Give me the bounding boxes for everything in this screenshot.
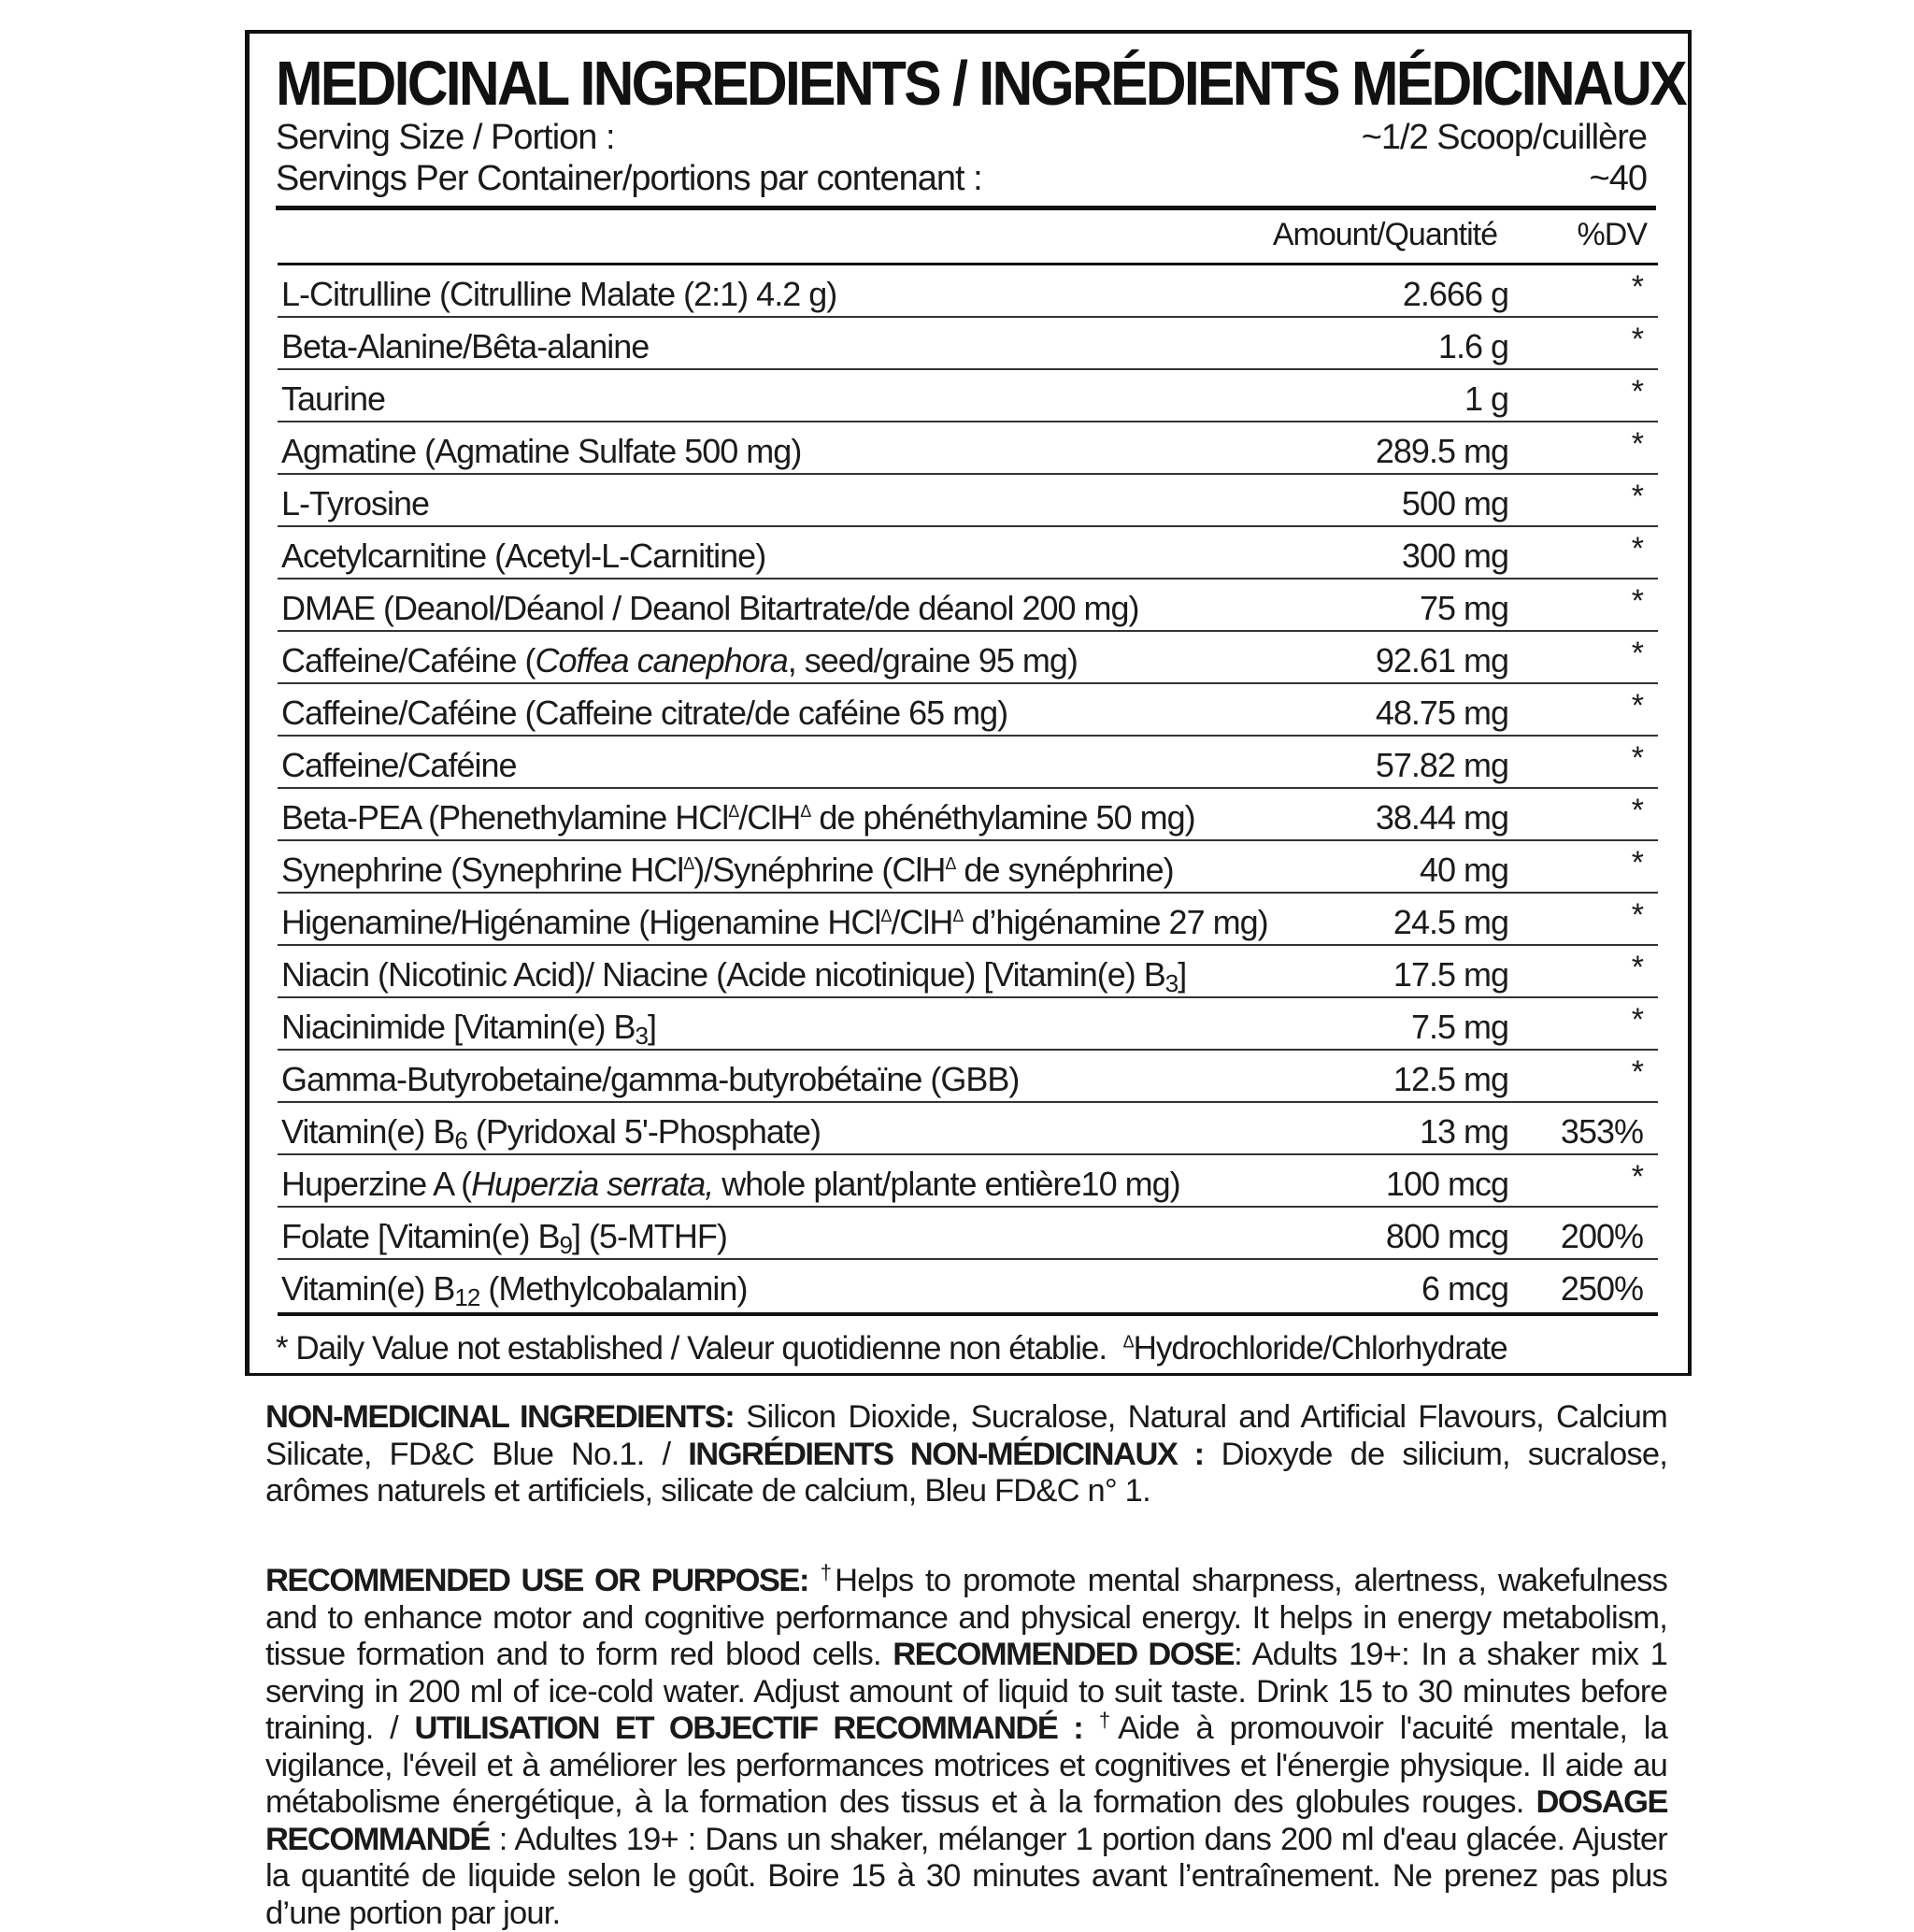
ingredient-dv: * bbox=[1631, 793, 1643, 828]
ingredient-name: Niacinimide [Vitamin(e) $B_3$] bbox=[281, 1008, 656, 1050]
ingredient-amount: 40 mg bbox=[1419, 851, 1508, 889]
ingredient-name: Synephrine (Synephrine HCl$^\Delta$)/Synéphrine (ClH$^\Delta$ de synéphrine) bbox=[281, 851, 1174, 889]
ingredient-amount: 12.5 mg bbox=[1393, 1060, 1508, 1098]
ingredient-dv: * bbox=[1631, 740, 1643, 776]
ingredient-dv: 200% bbox=[1560, 1217, 1643, 1255]
ingredient-dv: * bbox=[1631, 479, 1643, 514]
ingredient-name: Niacin (Nicotinic Acid)/ Niacine (Acide nicotinique) [Vitamin(e) $B_3$] bbox=[281, 955, 1187, 997]
bottom-divider bbox=[278, 1312, 1658, 1316]
ingredient-dv: * bbox=[1631, 688, 1643, 723]
table-row bbox=[278, 1208, 1658, 1260]
ingredient-name: Acetylcarnitine (Acetyl-L-Carnitine) bbox=[281, 537, 766, 575]
column-headers bbox=[276, 211, 1647, 258]
ingredient-name: Higenamine/Higénamine (Higenamine HCl$^\Delta$/ClH$^\Delta$ d’higénamine 27 mg) bbox=[281, 903, 1268, 941]
table-row bbox=[278, 632, 1658, 684]
table-row bbox=[278, 580, 1658, 632]
ingredient-amount: 289.5 mg bbox=[1375, 432, 1508, 470]
table-row bbox=[278, 318, 1658, 370]
ingredient-amount: 1 g bbox=[1464, 379, 1508, 418]
ingredient-name: L-Tyrosine bbox=[281, 484, 430, 522]
ingredient-dv: * bbox=[1631, 269, 1643, 305]
footnote: * Daily Value not established / Valeur quotidienne non établie. $^\Delta$Hydrochloride/Chlorhydrate bbox=[276, 1330, 1507, 1367]
ingredient-dv: * bbox=[1631, 322, 1643, 357]
table-row bbox=[278, 1260, 1658, 1310]
table-row bbox=[278, 946, 1658, 998]
table-row bbox=[278, 737, 1658, 789]
table-row bbox=[278, 841, 1658, 894]
dv-column-header: %DV bbox=[1577, 217, 1647, 252]
ingredient-name: Huperzine A (Huperzia serrata, whole plant/plante entière10 mg) bbox=[281, 1165, 1180, 1203]
ingredient-dv: 353% bbox=[1560, 1112, 1643, 1151]
servings-per-container-line bbox=[276, 157, 1647, 200]
ingredient-table bbox=[278, 263, 1658, 1310]
ingredient-amount: 1.6 g bbox=[1437, 327, 1508, 365]
ingredient-name: Caffeine/Caféine (Caffeine citrate/de caféine 65 mg) bbox=[281, 694, 1008, 732]
ingredient-name: Caffeine/Caféine (Coffea canephora, seed/graine 95 mg) bbox=[281, 641, 1078, 680]
ingredient-dv: * bbox=[1631, 636, 1643, 671]
servings-per-container-value: ~40 bbox=[1589, 159, 1647, 198]
ingredient-dv: * bbox=[1631, 1054, 1643, 1090]
serving-size-value: ~1/2 Scoop/cuillère bbox=[1361, 118, 1647, 157]
non-medicinal-ingredients: NON-MEDICINAL INGREDIENTS: Silicon Dioxide, Sucralose, Natural and Artificial Flavours, Calcium Silicate, FD&C Blue No.1. / INGRÉDIENTS NON-MÉDICINAUX : Dioxyde de silicium, sucralose, arômes naturels et artificiels, silicate de calcium, Bleu FD&C n° 1. bbox=[265, 1399, 1667, 1509]
amount-column-header: Amount/Quantité bbox=[1272, 217, 1497, 252]
table-row bbox=[278, 263, 1658, 318]
ingredient-amount: 2.666 g bbox=[1402, 275, 1508, 313]
ingredient-amount: 100 mcg bbox=[1385, 1165, 1508, 1203]
ingredient-name: L-Citrulline (Citrulline Malate (2:1) 4.2 g) bbox=[281, 275, 837, 313]
ingredient-amount: 48.75 mg bbox=[1375, 694, 1508, 732]
ingredient-dv: * bbox=[1631, 1159, 1643, 1195]
ingredient-amount: 17.5 mg bbox=[1393, 955, 1508, 994]
table-row bbox=[278, 894, 1658, 946]
table-row bbox=[278, 998, 1658, 1051]
serving-size-label: Serving Size / Portion : bbox=[276, 118, 615, 157]
ingredient-amount: 7.5 mg bbox=[1410, 1008, 1508, 1046]
ingredient-name: Caffeine/Caféine bbox=[281, 746, 517, 784]
table-row bbox=[278, 1103, 1658, 1155]
ingredient-name: Vitamin(e) $B_6$ (Pyridoxal 5'-Phosphate) bbox=[281, 1112, 821, 1154]
ingredient-amount: 75 mg bbox=[1419, 589, 1508, 627]
ingredient-dv: * bbox=[1631, 897, 1643, 933]
ingredient-name: Taurine bbox=[281, 379, 386, 418]
top-divider bbox=[276, 206, 1656, 210]
ingredient-name: Gamma-Butyrobetaine/gamma-butyrobétaïne (GBB) bbox=[281, 1060, 1020, 1098]
table-row bbox=[278, 422, 1658, 475]
recommended-use-and-dose: RECOMMENDED USE OR PURPOSE: †Helps to promote mental sharpness, alertness, wakefulness and to enhance motor and cognitive performance and physical energy. It helps in energy metabolism, tissue formation and to form red blood cells. RECOMMENDED DOSE: Adults 19+: In a shaker mix 1 serving in 200 ml of ice-cold water. Adjust amount of liquid to suit taste. Drink 15 to 30 minutes before training. / UTILISATION ET OBJECTIF RECOMMANDÉ : †Aide à promouvoir l'acuité mentale, la vigilance, l'éveil et à améliorer les performances motrices et cognitives et l'énergie physique. Il aide au métabolisme énergétique, à la formation des tissus et à la formation des globules rouges. DOSAGE RECOMMANDÉ : Adultes 19+ : Dans un shaker, mélanger 1 portion dans 200 ml d'eau glacée. Ajuster la quantité de liquide selon le goût. Boire 15 à 30 minutes avant l’entraînement. Ne prenez pas plus d’une portion par jour. bbox=[265, 1560, 1668, 1931]
ingredient-dv: * bbox=[1631, 426, 1643, 462]
ingredient-amount: 800 mcg bbox=[1385, 1217, 1508, 1255]
ingredient-amount: 500 mg bbox=[1401, 484, 1508, 522]
table-row bbox=[278, 475, 1658, 527]
ingredient-dv: * bbox=[1631, 374, 1643, 409]
ingredient-name: Beta-PEA (Phenethylamine HCl$^\Delta$/ClH$^\Delta$ de phénéthylamine 50 mg) bbox=[281, 798, 1195, 837]
table-row bbox=[278, 1155, 1658, 1208]
ingredient-dv: * bbox=[1631, 845, 1643, 880]
ingredient-name: Agmatine (Agmatine Sulfate 500 mg) bbox=[281, 432, 802, 470]
table-row bbox=[278, 1051, 1658, 1103]
ingredient-amount: 38.44 mg bbox=[1375, 798, 1508, 837]
ingredient-amount: 6 mcg bbox=[1421, 1269, 1508, 1308]
serving-size-line bbox=[276, 116, 1647, 159]
ingredient-name: Folate [Vitamin(e) $B_9$] (5-MTHF) bbox=[281, 1217, 727, 1259]
table-row bbox=[278, 684, 1658, 737]
ingredient-dv: * bbox=[1631, 950, 1643, 985]
table-row bbox=[278, 527, 1658, 580]
ingredient-name: Vitamin(e) $B_{12}$ (Methylcobalamin) bbox=[281, 1269, 748, 1311]
ingredient-dv: * bbox=[1631, 583, 1643, 619]
ingredient-amount: 57.82 mg bbox=[1375, 746, 1508, 784]
ingredient-amount: 300 mg bbox=[1401, 537, 1508, 575]
ingredient-dv: * bbox=[1631, 1002, 1643, 1038]
ingredient-amount: 24.5 mg bbox=[1393, 903, 1508, 941]
ingredient-name: Beta-Alanine/Bêta-alanine bbox=[281, 327, 650, 365]
ingredient-amount: 92.61 mg bbox=[1375, 641, 1508, 680]
table-row bbox=[278, 789, 1658, 841]
table-row bbox=[278, 370, 1658, 422]
ingredient-dv: 250% bbox=[1560, 1269, 1643, 1308]
ingredient-name: DMAE (Deanol/Déanol / Deanol Bitartrate/de déanol 200 mg) bbox=[281, 589, 1139, 627]
ingredient-dv: * bbox=[1631, 531, 1643, 566]
ingredient-amount: 13 mg bbox=[1419, 1112, 1508, 1151]
servings-per-container-label: Servings Per Container/portions par contenant : bbox=[276, 159, 982, 198]
panel-title: MEDICINAL INGREDIENTS / INGRÉDIENTS MÉDICINAUX bbox=[276, 49, 1685, 119]
